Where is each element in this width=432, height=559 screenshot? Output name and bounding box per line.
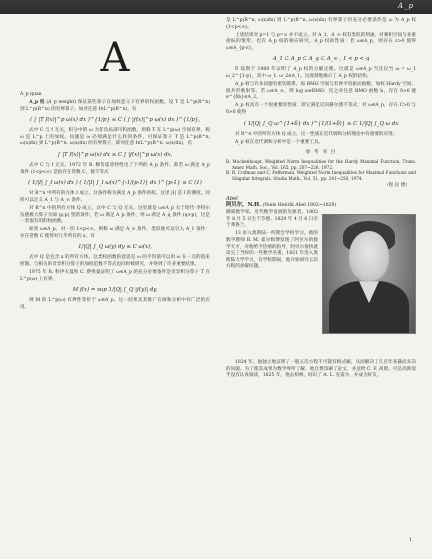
entry-author: （程 民 德） <box>384 183 410 189</box>
references-title: 参 考 书 目 <box>305 150 337 156</box>
formula-inclusion: A_1 ⊂ A_p ⊂ A_q ⊂ A_∞ , 1 < p < q <box>272 56 370 63</box>
entry-term-en: (A_p weight) <box>46 100 77 106</box>
left-column <box>20 18 210 313</box>
abel-portrait-image <box>322 214 416 334</box>
running-head-bar <box>0 0 432 14</box>
page-number: 1 <box>408 537 412 543</box>
paragraph: P. 琼斯于 1980 年证明了 A_p 权的分解定理。这就是 ω∈A_p 当且仅当 ω = ω_1 ω_2^{1-p}，其中 ω_1, ω_2∈A_1。这深刻地揭示了 A_p 权的结构。 <box>226 67 416 80</box>
entry-title-pinyin: A_p quan <box>20 92 42 97</box>
paragraph: 上述结果对 p=1 与 p=∞ 并不成立。对 A_1、A_∞ 权有类似的刻画。对乘积空间与多重指标的情形，也有 A_p 权的相应研究。A_p 权的性质：若 ω∈A_p，则存在 ε>0 使得 ω∈A_{p-ε}。 <box>226 32 416 51</box>
paragraph: 挪威数学家。近代数学发展的先驱者。1802 年 8 月 5 日生于芬德。1829 年 4 月 6 日卒于弗鲁兰。 <box>226 210 318 229</box>
paragraph: 对 R^n 中的所有方体 Q 成立。这一性质在近代调和分析理论中有重要的应用。 <box>235 131 398 137</box>
running-head: A_p <box>397 2 414 10</box>
entry-term: A_p 权 <box>29 100 45 106</box>
formula-2: ∫ |T f(x)|^p ω(x) dx ≤ C ∫ |f(x)|^p ω(x) dx, <box>57 152 173 159</box>
formula-4: 1/|Q| ∫_Q ω(y) dy ≤ C ω(x), <box>78 244 152 251</box>
paragraph: A_p 权与许多问题有密切联系，如 BMO 空间与有界平均振动函数、加权 Hardy 空间、拟共形映射等。若 ω∈A_∞，则 log ω∈BMO；反之对任意 BMO 函数 b，存在 δ>0 使 e^{δb}∈A_2。 <box>226 82 416 101</box>
portrait-face <box>349 231 389 281</box>
formula-1: ( ∫ |T f(x)|^p ω(x) dx )^{1/p} ≤ C ( ∫ |f(x)|^p ω(x) dx )^{1/p}, <box>29 117 201 124</box>
paragraph: 对 R^n 中的所有方体 Q 成立，式中 C 与 Q 无关。这里就是 ω∈A_p 关于哈代-李特尔伍德极大算子为弱 (p,p) 型的条件。若 ω 满足 A_p 条件，则 ω 满足 A_q 条件 (q>p)，这是一类很有用的权函数。 <box>20 205 210 225</box>
paragraph: 式中 Q 是包含 x 的所有方体。这类权函数的意思是 ω 的平均值可以用 ω 在一点的值来控制。与相关的奇异积分算子的加权范数不等式也同时被研究，并得到了许多重要结果。 <box>20 255 210 267</box>
paragraph: A_p 权具有一个很重要的性质：即它满足反向赫尔德不等式：对 ω∈A_p，存在 C>0 与 δ>0 使得 <box>226 103 416 116</box>
abel-entry-dates: (Niels Henrik Abel 1802~1829) <box>262 203 337 209</box>
paragraph-text: 保证某些算子在加权意义下有界的权函数。设 T 是 L^p(R^n) 到 L^p(R^n) 的有界算子，如对任意 f∈L^p(R^n)，有 <box>20 100 211 112</box>
paragraph: 则 M 的 L^p(ω) 有界性等价于 ω∈A_p。这一结果及其推广在调和分析中有广泛的应用。 <box>20 298 210 310</box>
abel-bio-with-portrait <box>226 210 416 360</box>
abel-entry-en: Abel <box>226 195 238 202</box>
paragraph: 如果 ω∈A_p，对一切 1<p<∞，则称 ω 满足 A_∞ 条件。类似地可以引入 A_1 条件：存在常数 C 使得对几乎所有的 x，有 <box>20 227 210 239</box>
paragraph: 式中 C 与 f 无关，积分中的 ω 为非负局部可积函数，则称 T 在 L^p(ω) 空间有界，称 ω 是 L^p 上的加权。问题是 ω 必须满足什么样的条件，可保证算子 T 是 L^p(R^n, ω(x)dx) 到 L^p(R^n, ω(x)dx) 的有界算子，即对任意 f∈L^p(R^n, ω(x)dx)，有 <box>20 128 210 147</box>
paragraph: 1824 年，他独立地证明了一般五次方程不可能有根式解，从而解决了几百年来悬而未决的问题。为了使其成果为数学界所了解，他自费印刷了论文，并送给 C. F. 高斯，可是高斯似乎没有认真阅读，1825 年，他去柏林，结识了 A. L. 克雷尔，并成为好友。 <box>226 360 416 379</box>
abel-bio-text <box>226 210 318 272</box>
paragraph: 对 R^n 中所有的方体 I 成立，这条件称为满足 A_p 条件的权。这里 |I| 是 I 的测度。同样可以定义 A_1 与 A_∞ 条件。 <box>20 191 210 203</box>
paragraph: 1975 年 R. 科伊夫曼和 C. 费弗曼证明了 ω∈A_p 的充分必要条件是奇异积分算子 T 在 L^p(ω) 上有界。 <box>20 270 210 282</box>
paragraph: 式中 C 与 f 无关。1972 年 B. 穆肯霍普特给出了下列的 A_p 条件。即若 ω 满足 A_p 条件 (1<p<∞) 是指存在常数 C，使不等式 <box>20 163 210 175</box>
paragraph: 是 L^p(R^n, ω(x)dx) 到 L^p(R^n, ω(x)dx) 有界算子的充分必要条件是 ω 为 A_p 权 (1<p<∞)。 <box>226 18 416 30</box>
abel-entry-head <box>226 196 416 210</box>
paragraph: A_p 权在近代调和分析中是一个重要工具。 <box>235 139 324 145</box>
formula-5: M f(x) = sup 1/|Q| ∫_Q |f(y)| dy, <box>72 287 158 294</box>
reference-item: B. Muckenhoupt, Weighted Norm Inequalities for the Hardy Maximal Function, Trans. Amer. Math. Soc., Vol. 165, pp. 207~226, 1972. <box>226 158 416 170</box>
paragraph: 13 岁入奥斯陆一所教会学校学习。他的数学教师 B. M. 霍尔姆博发现了阿贝尔的数学天才，对他给予热情的指导，阿贝尔很快就读完了当时的一些数学名著，1821 年进入奥斯陆大学学习，在学校期间，他开始研究五次方程的求解问题。 <box>226 231 318 270</box>
abel-entry-zh: 阿贝尔，N.H. <box>226 202 261 209</box>
formula-3: ( 1/|I| ∫_I ω(x) dx ) ( 1/|I| ∫_I ω(x)^{-1/(p-1)} dx )^{p-1} ≤ C (1) <box>28 180 202 187</box>
entry-ap-weight-intro <box>20 100 210 113</box>
formula-reverse-holder: ( 1/|Q| ∫_Q ω^{1+δ} dx )^{1/(1+δ)} ≤ C 1/|Q| ∫_Q ω dx <box>243 120 399 127</box>
right-column <box>226 18 416 381</box>
section-letter: A <box>100 35 130 81</box>
reference-item: R. R. Coifman and C. Fefferman, Weighted Norm Inequalities for Maximal Functions and Singular Integrals, Studia Math., Vol. 51, pp. 241~250, 1974. <box>226 170 416 181</box>
